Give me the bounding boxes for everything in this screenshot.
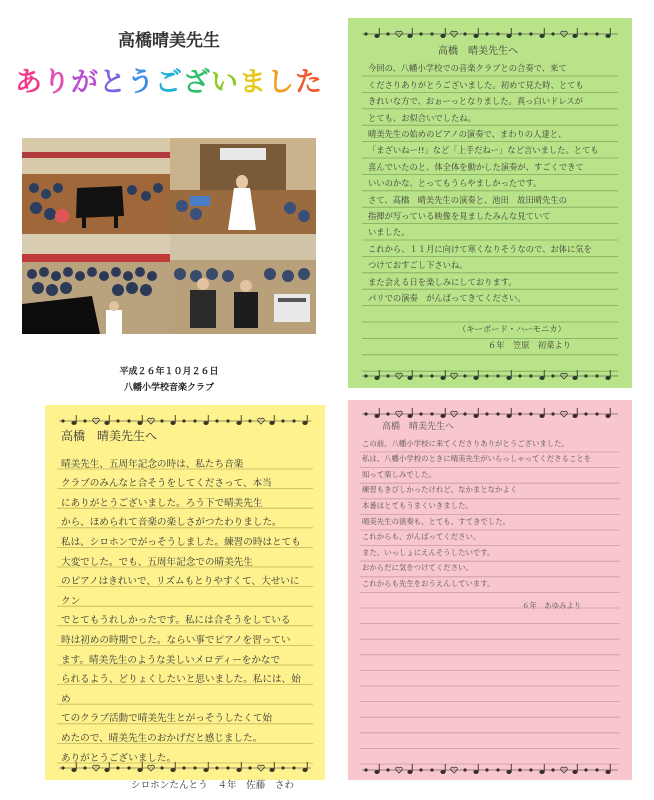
- music-note-stem: [379, 764, 380, 772]
- music-note-stem: [76, 415, 77, 423]
- letter-line: でとてもうれしかったです。私には合そうをしている: [61, 615, 291, 627]
- dot-icon: [518, 374, 521, 377]
- letter-line: 時は初めの時期でした。ならい事でピアノを習ってい: [61, 634, 291, 646]
- music-note-stem: [379, 28, 380, 36]
- dot-icon: [485, 374, 488, 377]
- dot-icon: [430, 768, 433, 771]
- dot-icon: [61, 419, 64, 422]
- dot-icon: [463, 768, 466, 771]
- letter-line: 私は、八幡小学校のときに晴美先生がいらっしゃってくださることを: [362, 454, 592, 464]
- dot-icon: [584, 374, 587, 377]
- letter-line: 私は、シロホンでがっそうしました。練習の時はとても: [61, 536, 301, 548]
- photo-audience-piano: [22, 234, 170, 334]
- dot-icon: [496, 374, 499, 377]
- music-note-stem: [412, 370, 413, 378]
- dot-icon: [584, 768, 587, 771]
- dot-icon: [551, 374, 554, 377]
- cover-page: [14, 14, 324, 393]
- dot-icon: [496, 412, 499, 415]
- music-note-stem: [577, 764, 578, 772]
- letter-line: これからも先生をおうえんしています。: [362, 578, 495, 588]
- letter-line: いました。: [368, 227, 410, 238]
- letter-line: これから、１１月に向けて寒くなりそうなので、お体に気を: [368, 243, 592, 254]
- dot-icon: [419, 412, 422, 415]
- letter-line: クラブのみんなと合そうをしてくださって、本当: [61, 478, 272, 490]
- letter-line: 晴美先生、五周年記念の時は、私たち音楽: [61, 458, 244, 470]
- dot-icon: [529, 412, 532, 415]
- thanks-rainbow-text: [15, 60, 323, 99]
- letter-line: ありがとうございました。: [61, 752, 177, 764]
- thanks-char: り: [43, 67, 71, 98]
- dot-icon: [595, 412, 598, 415]
- music-note-stem: [445, 764, 446, 772]
- music-note-stem: [511, 408, 512, 416]
- dot-icon: [182, 419, 185, 422]
- dot-icon: [518, 32, 521, 35]
- letter-line: また、いっしょにえんそうしたいです。: [362, 547, 495, 557]
- cover-thanks-heading: [14, 60, 324, 99]
- music-note-stem: [544, 370, 545, 378]
- music-note-stem: [445, 408, 446, 416]
- letter-line: めたので、晴美先生のおかげだと感じました。: [61, 732, 263, 744]
- letter-line: 「まざいねー!!」など「上手だねー」など言いました。とても: [368, 145, 599, 156]
- dot-icon: [386, 412, 389, 415]
- letter-line: てのクラブ活動で晴美先生とがっそうしたくて始: [61, 713, 273, 725]
- dot-icon: [595, 32, 598, 35]
- letter-line: から、ほめられて音楽の楽しさがつたわりました。: [61, 517, 282, 529]
- letter-line: この前、八幡小学校に来てくださりありがとうございました。: [362, 438, 569, 448]
- music-note-stem: [478, 764, 479, 772]
- letter-heading: 高橋 晴美先生へ: [382, 422, 455, 432]
- dot-icon: [463, 32, 466, 35]
- music-note-stem: [274, 415, 275, 423]
- letter-line: くださりありがとうございました。初めて見た時、とても: [368, 79, 584, 90]
- music-note-stem: [109, 415, 110, 423]
- letter-line: きれいな方で、おぉーっとなりました。真っ白いドレスが: [368, 96, 583, 107]
- dot-icon: [430, 32, 433, 35]
- letter-line: 晴美先生の演奏も、とても、すてきでした。: [362, 516, 511, 526]
- dot-icon: [226, 419, 229, 422]
- music-note-stem: [544, 28, 545, 36]
- letter-body: [362, 436, 622, 592]
- letter-green: [348, 18, 632, 388]
- letter-body: [61, 455, 309, 769]
- cover-date: 平成２６年１０月２６日: [119, 367, 219, 377]
- dot-icon: [430, 374, 433, 377]
- music-note-stem: [511, 28, 512, 36]
- dot-icon: [551, 412, 554, 415]
- dot-icon: [518, 412, 521, 415]
- dot-icon: [83, 419, 86, 422]
- dot-icon: [160, 419, 163, 422]
- music-note-stem: [142, 415, 143, 423]
- music-note-stem: [577, 408, 578, 416]
- dot-icon: [463, 412, 466, 415]
- letter-instrument: （キーボード・ハーモニカ）: [458, 323, 566, 334]
- photo-stage-singer: [170, 138, 316, 234]
- letter-pink: [348, 400, 632, 780]
- letter-line: 知って楽しみでした。: [362, 469, 436, 479]
- music-note-stem: [577, 370, 578, 378]
- music-note-stem: [478, 28, 479, 36]
- top-border-decoration: [55, 413, 315, 427]
- dot-icon: [386, 32, 389, 35]
- dot-icon: [215, 419, 218, 422]
- thanks-char: が: [71, 67, 99, 98]
- dot-icon: [584, 412, 587, 415]
- dot-icon: [584, 32, 587, 35]
- letter-line: のピアノはきれいで、リズムもとりやすくて、大せいにクン: [61, 576, 300, 607]
- music-note-stem: [610, 408, 611, 416]
- music-note-stem: [511, 764, 512, 772]
- letter-line: 指揮が写っている映像を見ましたみんな見ていて: [368, 211, 551, 222]
- top-border-decoration: [358, 26, 622, 40]
- letter-line: 大変でした。でも、五周年記念での晴美先生: [61, 556, 253, 568]
- music-note-stem: [610, 28, 611, 36]
- dot-icon: [116, 419, 119, 422]
- dot-icon: [496, 768, 499, 771]
- dot-icon: [529, 374, 532, 377]
- letter-line: とても、お似合いでしたね。: [368, 112, 476, 123]
- dot-icon: [518, 768, 521, 771]
- dot-icon: [463, 374, 466, 377]
- music-note-stem: [445, 370, 446, 378]
- top-border-decoration: [358, 406, 622, 420]
- dot-icon: [496, 32, 499, 35]
- dot-icon: [529, 768, 532, 771]
- dot-icon: [364, 768, 367, 771]
- music-note-stem: [511, 370, 512, 378]
- letter-signature: ６年 あゆみより: [522, 600, 582, 610]
- letter-line: おからだに気をつけてください。: [362, 563, 473, 573]
- dot-icon: [292, 419, 295, 422]
- bottom-border-decoration: [358, 368, 622, 382]
- music-note-stem: [577, 28, 578, 36]
- letter-line: 喜んでいたのと、体全体を動かした演奏が、すごくできて: [368, 161, 584, 172]
- thanks-char: し: [267, 67, 295, 98]
- dot-icon: [485, 32, 488, 35]
- dot-icon: [193, 419, 196, 422]
- thanks-char: ざ: [183, 67, 211, 98]
- music-note-stem: [412, 28, 413, 36]
- dot-icon: [551, 768, 554, 771]
- music-note-stem: [445, 28, 446, 36]
- letter-signature: ６年 笠原 初菜より: [488, 339, 571, 350]
- thanks-char: あ: [15, 67, 43, 98]
- dot-icon: [430, 412, 433, 415]
- dot-icon: [485, 412, 488, 415]
- letter-line: ます。晴美先生のような美しいメロディーをかなで: [61, 654, 281, 666]
- dot-icon: [595, 768, 598, 771]
- dot-icon: [419, 32, 422, 35]
- dot-icon: [281, 419, 284, 422]
- letter-heading: 高橋 晴美先生へ: [61, 429, 158, 443]
- letter-body: [368, 60, 616, 306]
- photo-gym-piano: [22, 138, 170, 234]
- thanks-char: ま: [239, 67, 267, 98]
- music-note-stem: [478, 370, 479, 378]
- cover-organization: 八幡小学校音楽クラブ: [123, 383, 214, 393]
- letter-line: 練習もきびしかったけれど、なかまとなかよく: [362, 485, 518, 495]
- music-note-stem: [379, 408, 380, 416]
- letter-line: いいのかな、とってもうらやましかったです。: [368, 178, 542, 189]
- letter-line: さて、高橋 晴美先生の演奏と、池田 故田晴先生の: [368, 194, 567, 205]
- letter-line: 本番はとてもうまくいきました。: [362, 500, 473, 510]
- thanks-char: う: [127, 67, 155, 98]
- letter-line: られるよう、どりょくしたいと思いました。私には、始め: [61, 674, 301, 705]
- dot-icon: [485, 768, 488, 771]
- dot-icon: [386, 768, 389, 771]
- letter-signature: シロホンたんとう ４年 佐藤 さわ: [131, 780, 295, 792]
- letter-line: 晴美先生の始めのピアノの演奏で、まわりの人達と、: [368, 129, 567, 140]
- music-note-stem: [379, 370, 380, 378]
- thanks-char: ご: [155, 67, 183, 98]
- dot-icon: [248, 419, 251, 422]
- thanks-char: と: [99, 67, 127, 98]
- letter-line: パリでの演奏 がんばってきてください。: [368, 293, 526, 304]
- dot-icon: [364, 32, 367, 35]
- music-note-stem: [412, 764, 413, 772]
- dot-icon: [127, 419, 130, 422]
- letter-heading: 高橋 晴美先生へ: [438, 46, 518, 57]
- dot-icon: [419, 374, 422, 377]
- music-note-stem: [241, 415, 242, 423]
- dot-icon: [595, 374, 598, 377]
- dot-icon: [364, 374, 367, 377]
- music-note-stem: [478, 408, 479, 416]
- letter-line: にありがとうございました。ろう下で晴美先生: [61, 497, 263, 509]
- dot-icon: [386, 374, 389, 377]
- music-note-stem: [175, 415, 176, 423]
- music-note-stem: [544, 408, 545, 416]
- letter-yellow: [45, 405, 325, 792]
- letter-line: また会える日を楽しみにしております。: [368, 276, 517, 287]
- music-note-stem: [610, 764, 611, 772]
- dot-icon: [364, 412, 367, 415]
- music-note-stem: [610, 370, 611, 378]
- photo-students: [170, 234, 316, 334]
- dot-icon: [529, 32, 532, 35]
- music-note-stem: [307, 415, 308, 423]
- thanks-char: い: [211, 67, 239, 98]
- music-note-stem: [412, 408, 413, 416]
- letter-line: 今回の、八幡小学校での音楽クラブとの合奏で、来て: [368, 63, 567, 74]
- letter-line: これからも、がんばってください。: [362, 532, 481, 542]
- cover-title: 高橋晴美先生: [118, 31, 220, 51]
- letter-line: つけておすごし下さいね。: [368, 260, 468, 271]
- bottom-border-decoration: [358, 762, 622, 776]
- dot-icon: [419, 768, 422, 771]
- music-note-stem: [208, 415, 209, 423]
- thanks-char: た: [295, 67, 323, 98]
- music-note-stem: [544, 764, 545, 772]
- dot-icon: [551, 32, 554, 35]
